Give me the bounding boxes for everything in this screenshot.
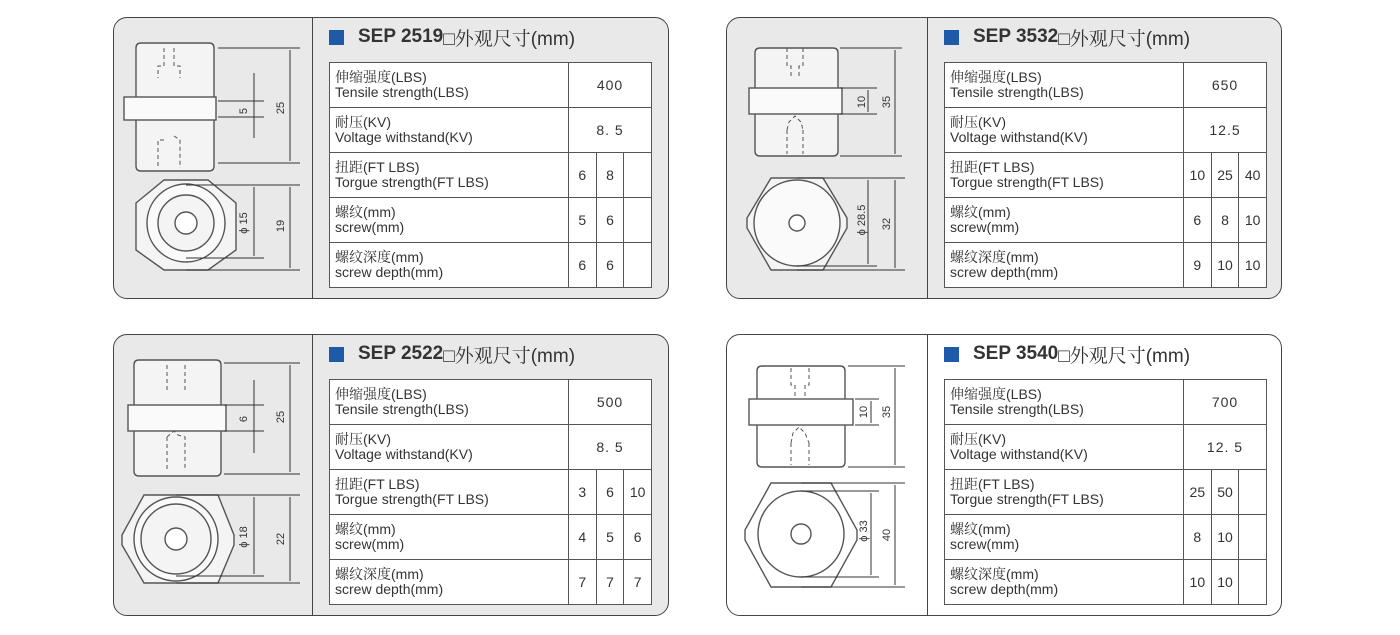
title-suffix: □外观尺寸(mm) [1058, 345, 1191, 367]
depth-label-en: screw depth(mm) [335, 264, 444, 280]
screw-label-en: screw(mm) [335, 219, 405, 235]
table-row [945, 380, 1267, 425]
torque-value: 50 [1211, 470, 1239, 515]
spec-panel [927, 18, 1281, 298]
torque-value: 25 [1184, 470, 1212, 515]
table-row [330, 560, 652, 605]
voltage-label-cn: 耐压(KV) [335, 431, 391, 447]
tensile-label-en: Tensile strength(LBS) [950, 401, 1084, 417]
screw-label-en: screw(mm) [335, 536, 405, 552]
spec-panel [312, 335, 668, 615]
screw-value: 8 [1211, 198, 1239, 243]
depth-value: 9 [1184, 243, 1212, 288]
depth-value: 10 [1211, 560, 1239, 605]
title-square-icon [944, 30, 959, 45]
table-row [330, 425, 652, 470]
depth-value: 10 [1184, 560, 1212, 605]
dim-across-label: 19 [275, 219, 287, 233]
dimension-drawing [114, 18, 312, 299]
dimension-drawing [114, 335, 312, 616]
voltage-label-en: Voltage withstand(KV) [950, 129, 1088, 145]
depth-value: 6 [569, 243, 597, 288]
insulator-drawing [727, 18, 927, 298]
screw-label-en: screw(mm) [950, 536, 1020, 552]
depth-value: 7 [596, 560, 624, 605]
title-suffix: □外观尺寸(mm) [443, 28, 576, 50]
dim-band-label: 6 [238, 415, 250, 423]
product-card-sep2522 [113, 334, 669, 616]
screw-value: 5 [596, 515, 624, 560]
depth-label-cn: 螺纹深度(mm) [335, 249, 424, 265]
tensile-label-en: Tensile strength(LBS) [335, 84, 469, 100]
depth-label-en: screw depth(mm) [335, 581, 444, 597]
table-row [330, 198, 652, 243]
table-row [945, 108, 1267, 153]
torque-label-cn: 扭距(FT LBS) [335, 159, 420, 175]
voltage-label-en: Voltage withstand(KV) [950, 446, 1088, 462]
dimension-drawing [727, 18, 927, 299]
screw-value [624, 198, 652, 243]
torque-value: 6 [596, 470, 624, 515]
spec-table [329, 62, 652, 288]
tensile-value: 650 [1184, 63, 1267, 108]
title-suffix: □外观尺寸(mm) [1058, 28, 1191, 50]
tensile-label-cn: 伸缩强度(LBS) [335, 386, 427, 402]
voltage-label-en: Voltage withstand(KV) [335, 446, 473, 462]
voltage-label-cn: 耐压(KV) [950, 114, 1006, 130]
model-name: SEP 2519 [358, 26, 444, 47]
screw-label-cn: 螺纹(mm) [950, 204, 1011, 220]
spec-table [944, 62, 1267, 288]
dim-across-label: 22 [275, 532, 287, 546]
insulator-drawing [114, 335, 312, 615]
card-title [329, 24, 575, 50]
depth-label-cn: 螺纹深度(mm) [950, 566, 1039, 582]
card-title [944, 24, 1190, 50]
screw-label-cn: 螺纹(mm) [950, 521, 1011, 537]
screw-value: 5 [569, 198, 597, 243]
model-name: SEP 3532 [973, 26, 1059, 47]
title-suffix: □外观尺寸(mm) [443, 345, 576, 367]
table-row [330, 243, 652, 288]
dim-height-label: 35 [881, 95, 893, 109]
insulator-drawing [114, 18, 312, 298]
torque-value: 6 [569, 153, 597, 198]
tensile-label-en: Tensile strength(LBS) [335, 401, 469, 417]
card-title [329, 341, 575, 367]
dim-dia-label: ϕ 18 [238, 526, 250, 548]
dim-dia-label: ϕ 15 [238, 212, 250, 234]
torque-value: 3 [569, 470, 597, 515]
voltage-value: 8. 5 [569, 425, 652, 470]
torque-value [1239, 470, 1267, 515]
torque-label-en: Torgue strength(FT LBS) [950, 174, 1104, 190]
voltage-label-cn: 耐压(KV) [950, 431, 1006, 447]
voltage-value: 12.5 [1184, 108, 1267, 153]
table-row [330, 153, 652, 198]
depth-label-cn: 螺纹深度(mm) [335, 566, 424, 582]
tensile-label-cn: 伸缩强度(LBS) [950, 386, 1042, 402]
table-row [945, 425, 1267, 470]
tensile-value: 400 [569, 63, 652, 108]
depth-label-cn: 螺纹深度(mm) [950, 249, 1039, 265]
spec-panel [927, 335, 1281, 615]
tensile-label-cn: 伸缩强度(LBS) [950, 69, 1042, 85]
product-card-sep2519 [113, 17, 669, 299]
title-square-icon [944, 347, 959, 362]
screw-value: 8 [1184, 515, 1212, 560]
tensile-value: 700 [1184, 380, 1267, 425]
voltage-label-cn: 耐压(KV) [335, 114, 391, 130]
dim-dia-label: ϕ 28.5 [856, 204, 868, 236]
screw-value: 6 [624, 515, 652, 560]
voltage-label-en: Voltage withstand(KV) [335, 129, 473, 145]
table-row [330, 470, 652, 515]
screw-value: 6 [1184, 198, 1212, 243]
table-row [945, 153, 1267, 198]
screw-value: 6 [596, 198, 624, 243]
dim-height-label: 35 [881, 405, 893, 419]
depth-value: 10 [1211, 243, 1239, 288]
model-name: SEP 2522 [358, 343, 444, 364]
table-row [330, 515, 652, 560]
depth-label-en: screw depth(mm) [950, 581, 1059, 597]
torque-label-en: Torgue strength(FT LBS) [335, 174, 489, 190]
dim-across-label: 32 [881, 217, 893, 231]
voltage-value: 8. 5 [569, 108, 652, 153]
depth-value: 10 [1239, 243, 1267, 288]
card-title [944, 341, 1190, 367]
dim-across-label: 40 [881, 528, 893, 542]
screw-label-en: screw(mm) [950, 219, 1020, 235]
dimension-drawing [727, 335, 927, 616]
table-row [330, 380, 652, 425]
insulator-drawing [727, 335, 927, 615]
dim-height-label: 25 [275, 410, 287, 424]
title-square-icon [329, 30, 344, 45]
table-row [945, 243, 1267, 288]
torque-value: 10 [624, 470, 652, 515]
table-row [945, 63, 1267, 108]
table-row [945, 515, 1267, 560]
table-row [945, 198, 1267, 243]
table-row [330, 108, 652, 153]
table-row [330, 63, 652, 108]
depth-value: 6 [596, 243, 624, 288]
depth-value [624, 243, 652, 288]
product-card-sep3532 [726, 17, 1282, 299]
title-square-icon [329, 347, 344, 362]
torque-label-cn: 扭距(FT LBS) [335, 476, 420, 492]
screw-value: 4 [569, 515, 597, 560]
dim-dia-label: ϕ 33 [858, 520, 870, 542]
depth-value [1239, 560, 1267, 605]
torque-value: 8 [596, 153, 624, 198]
spec-panel [312, 18, 668, 298]
screw-value: 10 [1239, 198, 1267, 243]
torque-label-en: Torgue strength(FT LBS) [335, 491, 489, 507]
torque-label-cn: 扭距(FT LBS) [950, 159, 1035, 175]
spec-table [944, 379, 1267, 605]
table-row [945, 560, 1267, 605]
voltage-value: 12. 5 [1184, 425, 1267, 470]
tensile-value: 500 [569, 380, 652, 425]
screw-label-cn: 螺纹(mm) [335, 204, 396, 220]
depth-value: 7 [624, 560, 652, 605]
torque-value: 40 [1239, 153, 1267, 198]
screw-value: 10 [1211, 515, 1239, 560]
depth-value: 7 [569, 560, 597, 605]
screw-label-cn: 螺纹(mm) [335, 521, 396, 537]
torque-value: 10 [1184, 153, 1212, 198]
dim-band-label: 10 [858, 405, 870, 419]
model-name: SEP 3540 [973, 343, 1059, 364]
product-card-sep3540 [726, 334, 1282, 616]
torque-label-en: Torgue strength(FT LBS) [950, 491, 1104, 507]
dim-height-label: 25 [275, 101, 287, 115]
table-row [945, 470, 1267, 515]
dim-band-label: 10 [856, 95, 868, 109]
tensile-label-cn: 伸缩强度(LBS) [335, 69, 427, 85]
torque-value: 25 [1211, 153, 1239, 198]
torque-value [624, 153, 652, 198]
spec-table [329, 379, 652, 605]
screw-value [1239, 515, 1267, 560]
dim-band-label: 5 [238, 107, 250, 115]
depth-label-en: screw depth(mm) [950, 264, 1059, 280]
tensile-label-en: Tensile strength(LBS) [950, 84, 1084, 100]
torque-label-cn: 扭距(FT LBS) [950, 476, 1035, 492]
